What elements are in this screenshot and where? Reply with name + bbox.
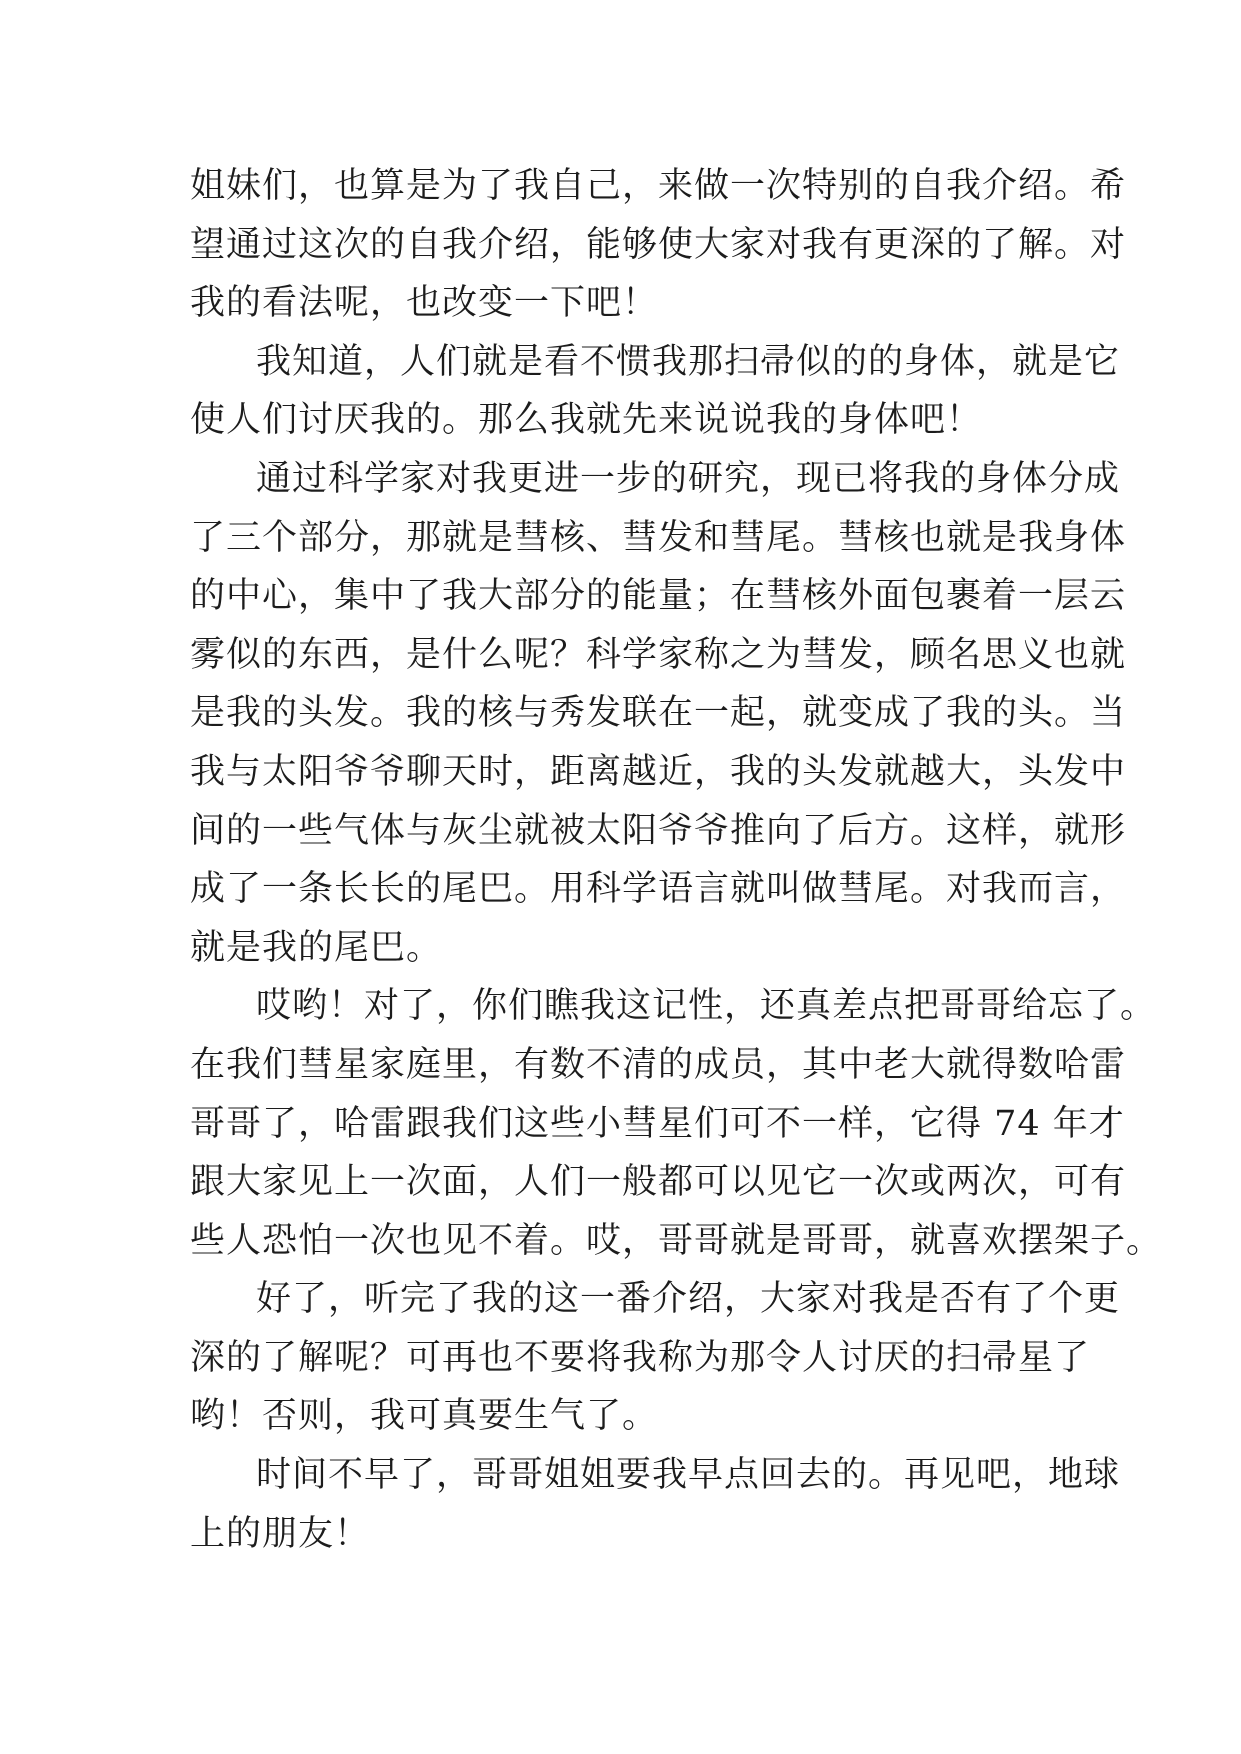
text-line: 好了，听完了我的这一番介绍，大家对我是否有了个更 xyxy=(256,1279,1121,1320)
paragraph-2 xyxy=(190,333,1121,450)
text-line: 时间不早了，哥哥姐姐要我早点回去的。再见吧，地球 xyxy=(256,1455,1121,1496)
text-line: 哟！否则，我可真要生气了。 xyxy=(190,1396,659,1437)
text-line: 望通过这次的自我介绍，能够使大家对我有更深的了解。对 xyxy=(190,224,1127,265)
text-line: 通过科学家对我更进一步的研究，现已将我的身体分成 xyxy=(256,458,1121,499)
text-line: 了三个部分，那就是彗核、彗发和彗尾。彗核也就是我身体 xyxy=(190,517,1127,558)
text-line: 我的看法呢，也改变一下吧！ xyxy=(190,283,659,324)
text-line: 姐妹们，也算是为了我自己，来做一次特别的自我介绍。希 xyxy=(190,166,1127,206)
text-line: 成了一条长长的尾巴。用科学语言就叫做彗尾。对我而言， xyxy=(190,869,1127,910)
paragraph-6 xyxy=(190,1446,1121,1563)
paragraph-4 xyxy=(190,977,1163,1270)
text-line: 些人恐怕一次也见不着。哎，哥哥就是哥哥，就喜欢摆架子。 xyxy=(190,1220,1163,1261)
text-line: 哎哟！对了，你们瞧我这记性，还真差点把哥哥给忘了。 xyxy=(256,986,1157,1027)
document-body xyxy=(190,157,1163,1563)
paragraph-5 xyxy=(190,1270,1121,1446)
text-line: 深的了解呢？可再也不要将我称为那令人讨厌的扫帚星了 xyxy=(190,1337,1091,1378)
text-line: 我与太阳爷爷聊天时，距离越近，我的头发就越大，头发中 xyxy=(190,751,1127,792)
text-line: 的中心，集中了我大部分的能量；在彗核外面包裹着一层云 xyxy=(190,576,1127,617)
text-line: 我知道，人们就是看不惯我那扫帚似的的身体，就是它 xyxy=(256,341,1121,382)
text-line: 跟大家见上一次面，人们一般都可以见它一次或两次，可有 xyxy=(190,1162,1127,1203)
text-line: 是我的头发。我的核与秀发联在一起，就变成了我的头。当 xyxy=(190,693,1127,734)
text-line: 就是我的尾巴。 xyxy=(190,927,443,968)
text-line: 哥哥了，哈雷跟我们这些小彗星们可不一样，它得 74 年才 xyxy=(190,1103,1125,1144)
text-line: 上的朋友！ xyxy=(190,1513,371,1554)
text-line: 使人们讨厌我的。那么我就先来说说我的身体吧！ xyxy=(190,400,983,441)
text-line: 间的一些气体与灰尘就被太阳爷爷推向了后方。这样，就形 xyxy=(190,810,1127,851)
text-line: 雾似的东西，是什么呢？科学家称之为彗发，顾名思义也就 xyxy=(190,634,1127,675)
paragraph-3 xyxy=(190,450,1127,977)
paragraph-1 xyxy=(190,157,1127,333)
text-line: 在我们彗星家庭里，有数不清的成员，其中老大就得数哈雷 xyxy=(190,1044,1127,1085)
